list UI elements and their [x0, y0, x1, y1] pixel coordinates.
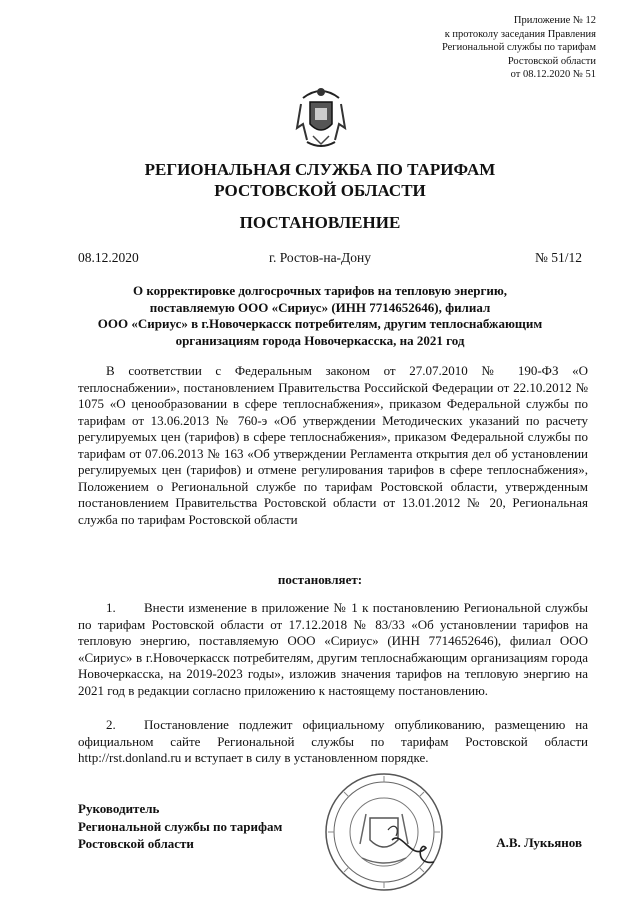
preamble-paragraph: В соответствии с Федеральным законом от 27.07.2010 № 190-ФЗ «О теплоснабжении», постановлением Правительства Российской Федерации от 22.10.2012 № 1075 «О ценообразовании в сфере теплоснабжения», приказом Федеральной службы по тарифам от 13.06.2013 № 760-э «Об утверждении Методических указаний по расчету регулируемых цен (тарифов) в сфере теплоснабжения», приказом Федеральной службы по тарифам от 07.06.2013 № 163 «Об утверждении Регламента открытия дел об установлении регулируемых цен (тарифов) и отмене регулирования тарифов в сфере теплоснабжения», Положением о Региональной службе по тарифам Ростовской области, утвержденным постановлением Правительства Ростовской области от 13.01.2012 № 20, Региональная служба по тарифам Ростовской области [78, 363, 588, 527]
document-type: ПОСТАНОВЛЕНИЕ [239, 213, 401, 232]
item-text: Постановление подлежит официальному опубликованию, размещению на официальном сайте Региональной службы по тарифам Ростовской области http://rst.donland.ru и вступает в силу в установленном порядке. [78, 717, 588, 765]
signatory-title-line: Руководитель [78, 801, 160, 816]
annex-note [336, 14, 596, 82]
signatory-title-line: Региональной службы по тарифам [78, 818, 283, 834]
annex-line: Региональной службы по тарифам [441, 42, 596, 53]
annex-line: Ростовской области [507, 55, 596, 67]
decides-heading: постановляет: [277, 572, 363, 587]
item-number: 1. [106, 600, 116, 615]
annex-line: Приложение № 12 [513, 15, 596, 26]
annex-line: от 08.12.2020 № 51 [510, 69, 596, 80]
coat-of-arms-icon [293, 84, 349, 150]
item-text: Внести изменение в приложение № 1 к постановлению Региональной службы по тарифам Ростовской области от 17.12.2018 № 83/33 «Об установлении тарифов на тепловую энергию, поставляемую ООО «Сириус» (ИНН 7714652646), филиал ООО «Сириус» в г.Новочеркасск потребителям, другим теплоснабжающим организациям города Новочеркасска, на 2019-2023 годы», изложив значения тарифов на тепловую энергию на 2021 год в редакции согласно приложению к настоящему постановлению. [78, 600, 588, 698]
resolution-item-1 [78, 600, 588, 699]
official-seal-icon [322, 770, 446, 894]
item-number: 2. [106, 717, 116, 732]
subject-line: поставляемую ООО «Сириус» (ИНН 7714652646), филиал [149, 299, 491, 315]
document-number: № 51/12 [534, 250, 582, 265]
signatory-name: А.В. Лукьянов [496, 835, 582, 850]
org-line-1: РЕГИОНАЛЬНАЯ СЛУЖБА ПО ТАРИФАМ [144, 160, 496, 179]
signatory-title-line: Ростовской области [78, 836, 194, 851]
document-subject [60, 283, 580, 349]
subject-line: организациям города Новочеркасска, на 2021 год [175, 332, 465, 348]
document-date: 08.12.2020 [78, 250, 139, 265]
org-line-2: РОСТОВСКОЙ ОБЛАСТИ [214, 181, 426, 200]
annex-line: к протоколу заседания Правления [444, 28, 596, 40]
document-city: г. Ростов-на-Дону [268, 250, 371, 265]
organization-title [0, 159, 640, 201]
subject-line: ООО «Сириус» в г.Новочеркасск потребителям, другим теплоснабжающим [97, 316, 543, 331]
subject-line: О корректировке долгосрочных тарифов на тепловую энергию, [132, 283, 508, 298]
resolution-item-2 [78, 717, 588, 767]
signatory-title [78, 800, 282, 853]
